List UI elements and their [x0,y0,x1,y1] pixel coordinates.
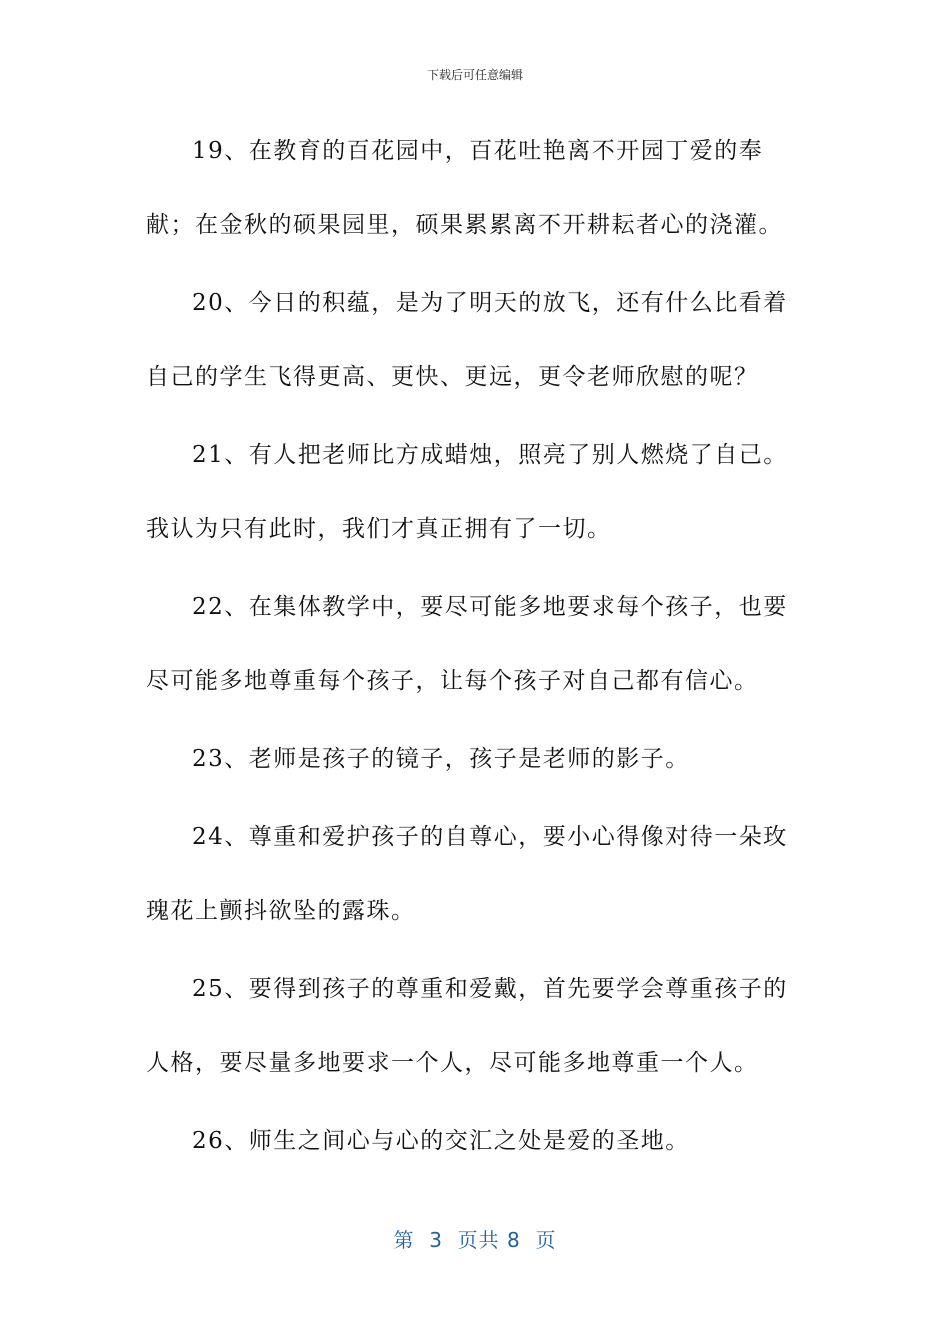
paragraph-22: 22、在集体教学中，要尽可能多地要求每个孩子，也要尽可能多地尊重每个孩子，让每个孩子对自己都有信心。 [146,594,788,694]
paragraph-25: 25、要得到孩子的尊重和爱戴，首先要学会尊重孩子的人格，要尽量多地要求一个人，尽可能多地尊重一个人。 [146,976,788,1076]
page-number-footer [0,1224,950,1253]
paragraph-24: 24、尊重和爱护孩子的自尊心，要小心得像对待一朵玫瑰花上颤抖欲坠的露珠。 [146,824,788,924]
paragraph-21: 21、有人把老师比方成蜡烛，照亮了别人燃烧了自己。我认为只有此时，我们才真正拥有了一切。 [146,442,788,542]
paragraph-23: 23、老师是孩子的镜子，孩子是老师的影子。 [192,746,690,772]
paragraph-20: 20、今日的积蕴，是为了明天的放飞，还有什么比看着自己的学生飞得更高、更快、更远，更令老师欣慰的呢？ [146,290,788,390]
paragraph-19: 19、在教育的百花园中，百花吐艳离不开园丁爱的奉献；在金秋的硕果园里，硕果累累离不开耕耘者心的浇灌。 [146,138,783,238]
page-number-text: 第 3 页共 8 页 [393,1228,557,1252]
document-body [146,114,796,1182]
paragraph-26: 26、师生之间心与心的交汇之处是爱的圣地。 [192,1128,690,1154]
header-note: 下载后可任意编辑 [426,68,523,82]
